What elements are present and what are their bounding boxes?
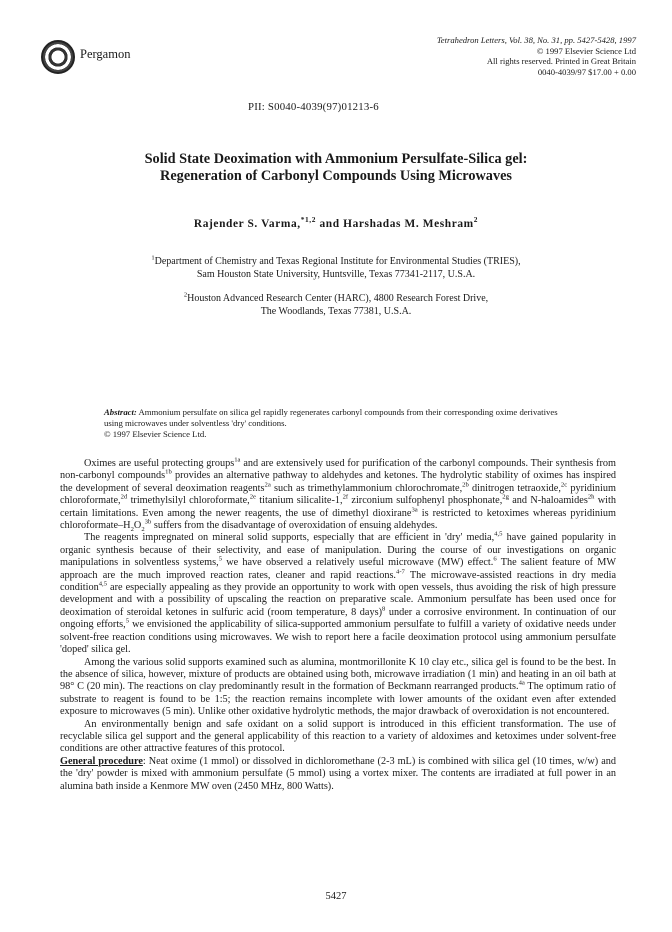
abstract-copyright: © 1997 Elsevier Science Ltd. xyxy=(104,428,207,439)
rights-line: All rights reserved. Printed in Great Britain xyxy=(486,56,636,66)
author-2-marks: 2 xyxy=(473,215,479,225)
abstract-label: Abstract: xyxy=(104,407,137,417)
affiliation-1-mark: 1 xyxy=(151,254,155,262)
publisher-logo-icon xyxy=(41,40,75,74)
paragraph-1: Oximes are useful protecting groups$^{1a}$ and are extensively used for purification of the carbonyl compounds. Their synthesis from non-carbonyl compounds$^{1b}$ provides an alternative pathway to aldehydes and ketones. The hydrolytic stability of oximes has inspired the development of several deoximation reagents$^{2a}$ such as trimethylammonium chlorochromate,$^{2b}$ dinitrogen tetraoxide,$^{2c}$ pyridinium chloroformate,$^{2d}$ trimethylsilyl chloroformate,$^{2e}$ titanium silicalite-1,$^{2f}$ zirconium sulfophenyl phosphonate,$^{2g}$ and N-haloamides$^{2h}$ with certain limitations. Even among the newer reagents, the use of dimethyl dioxirane$^{3a}$ is restricted to ketoximes whereas pyridinium chloroformate–$H_2O_2^{3b}$ suffers from the disadvantage of overoxidation of ensuing aldehydes. xyxy=(60,456,616,534)
affiliation-2-line-2: The Woodlands, Texas 77381, U.S.A. xyxy=(260,305,412,317)
affiliation-2 xyxy=(60,293,612,318)
article-body xyxy=(60,458,616,793)
title-line-1: Solid State Deoximation with Ammonium Persulfate-Silica gel: xyxy=(144,151,528,167)
author-connector: and xyxy=(316,218,344,230)
journal-info xyxy=(356,35,636,77)
abstract xyxy=(104,407,568,439)
article-title xyxy=(60,151,612,185)
page-number: 5427 xyxy=(325,891,347,902)
paragraph-3: Among the various solid supports examined such as alumina, montmorillonite K 10 clay etc., silica gel is found to be the best. In the absence of silica, however, mixture of products are obtained using both, microwave irradiation (1 min) and heating in an oil bath at 98° C (20 min). The reactions on clay predominantly result in the formation of Beckmann rearranged products.$^{4a}$ The optimum ratio of substrate to reagent is found to be 1:5; the reaction remains incomplete with lower amounts of the oxidant even after extended exposure to microwaves (5 min). Unlike other oxidative hydrolytic methods, the major drawback of overoxidation is not encountered. xyxy=(60,656,616,718)
copyright-line: © 1997 Elsevier Science Ltd xyxy=(536,45,636,56)
author-list xyxy=(60,215,612,230)
abstract-text: Ammonium persulfate on silica gel rapidly regenerates carbonyl compounds from their corresponding oxime derivatives using microwaves under solventless 'dry' conditions. xyxy=(104,407,558,428)
journal-citation: Tetrahedron Letters, Vol. 38, No. 31, pp. 5427-5428, 1997 xyxy=(436,35,636,45)
price-code: 0040-4039/97 $17.00 + 0.00 xyxy=(537,66,636,77)
author-2: Harshadas M. Meshram xyxy=(343,218,474,230)
affiliation-1-line-2: Sam Houston State University, Huntsville, Texas 77341-2117, U.S.A. xyxy=(196,268,476,280)
title-line-2: Regeneration of Carbonyl Compounds Using Microwaves xyxy=(160,168,512,184)
affiliation-1 xyxy=(60,256,612,281)
affiliation-1-line-1: Department of Chemistry and Texas Regional Institute for Environmental Studies (TRIES), xyxy=(154,256,521,267)
author-1: Rajender S. Varma, xyxy=(193,218,301,230)
affiliation-2-line-1: Houston Advanced Research Center (HARC), 4800 Research Forest Drive, xyxy=(187,293,489,304)
pii: PII: S0040-4039(97)01213-6 xyxy=(248,101,379,113)
general-procedure-text: : Neat oxime (1 mmol) or dissolved in dichloromethane (2-3 mL) is combined with silica gel (10 times, w/w) and the 'dry' powder is mixed with ammonium persulfate (5 mmol) using a vortex mixer. The contents are irradiated at full power in an alumina bath inside a Kenmore MW oven (2450 MHz, 800 Watts). xyxy=(60,755,617,792)
affiliation-2-mark: 2 xyxy=(183,291,188,299)
paragraph-2: The reagents impregnated on mineral solid supports, especially that are efficient in 'dry' media,$^{4,5}$ have gained popularity in organic synthesis because of their selectivity, and ease of manipulation. During the course of our investigations on organic manipulations in solventless systems,$^5$ we have observed a relatively useful microwave (MW) effect.$^6$ The salient feature of MW approach are the much improved reaction rates, cleaner and rapid reactions.$^{4-7}$ The microwave-assisted reactions in dry media condition$^{4,5}$ are especially appealing as they provide an opportunity to work with open vessels, thus avoiding the risk of high pressure development and with a possibility of upscaling the reaction on preparative scale. Ammonium persulfate has been used once for deoximation of steroidal ketones in sulfuric acid (room temperature, 8 days)$^8$ under a corrosive environment. In continuation of our ongoing efforts,$^5$ we envisioned the applicability of silica-supported ammonium persulfate to fulfill a variety of oxidative needs under solvent-free reaction conditions using microwaves. We wish to report here a facile deoximation protocol using ammonium persulfate 'doped' silica gel. xyxy=(60,531,617,656)
author-1-marks: *1,2 xyxy=(300,215,317,225)
publisher-name: Pergamon xyxy=(80,47,131,61)
paragraph-general-procedure xyxy=(60,756,616,793)
paragraph-4: An environmentally benign and safe oxidant on a solid support is introduced in this efficient transformation. The use of recyclable silica gel support and the general applicability of this reaction to a variety of aldoximes and ketoximes under solvent-free conditions are other attractive features of this protocol. xyxy=(60,718,616,755)
general-procedure-label: General procedure xyxy=(60,755,143,767)
